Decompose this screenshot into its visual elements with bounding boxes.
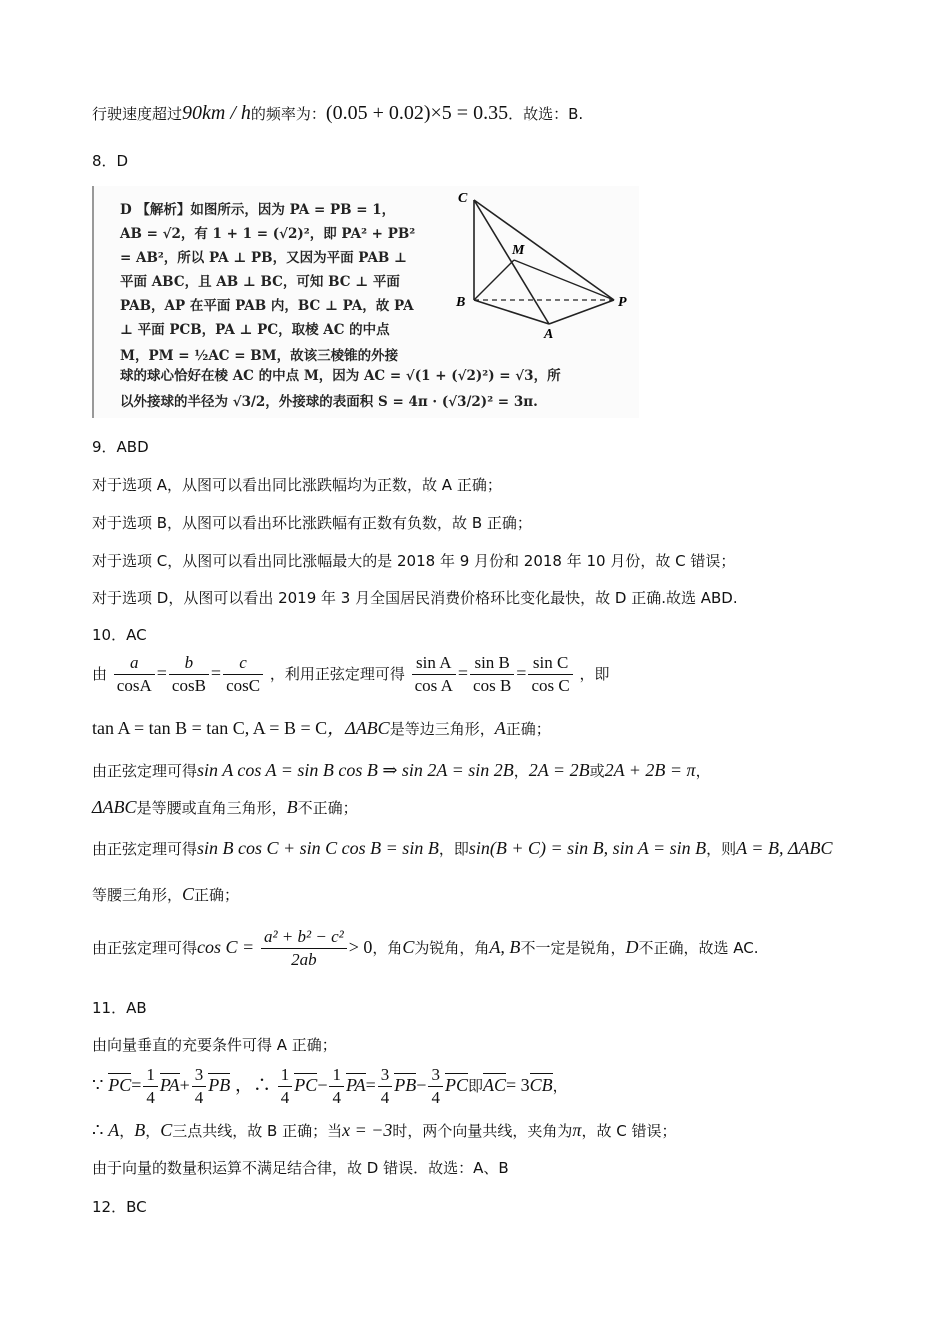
text: 正确； — [194, 886, 240, 904]
q11-line2 — [92, 1064, 568, 1109]
denominator: 4 — [280, 1088, 290, 1107]
numerator: sin C — [528, 652, 572, 675]
fraction — [329, 1064, 344, 1109]
clip-line: AB = √2，有 1 + 1 = (√2)²，即 PA² + PB² — [120, 226, 416, 242]
q10-label: 10．AC — [92, 626, 147, 644]
symbol: = — [131, 1075, 142, 1095]
q8-label: 8．D — [92, 152, 129, 170]
denominator: 4 — [332, 1088, 341, 1107]
symbol: − — [317, 1075, 328, 1095]
numerator: a² + b² − c² — [261, 926, 347, 949]
fraction — [412, 652, 456, 697]
text: 为锐角，角 — [414, 939, 490, 957]
q9-label: 9．ABD — [92, 438, 149, 456]
fraction — [261, 926, 347, 971]
numerator: 3 — [378, 1064, 393, 1087]
expression: sin A cos A = sin B cos B ⇒ sin 2A = sin 2B — [197, 760, 514, 780]
q11-label: 11．AB — [92, 999, 147, 1017]
vector: PB — [208, 1075, 231, 1095]
variable: C — [182, 884, 195, 904]
numerator: sin A — [412, 652, 456, 675]
frequency-expression: (0.05 + 0.02)×5 = 0.35 — [325, 102, 509, 124]
symbol: − — [416, 1075, 427, 1095]
denominator: cos B — [473, 676, 512, 695]
fraction — [223, 652, 263, 697]
text-prefix: 行驶速度超过 — [92, 105, 183, 123]
tetrahedron-figure — [454, 188, 634, 338]
frequency-line — [92, 102, 583, 125]
clip-line: 球的球心恰好在棱 AC 的中点 M，因为 AC = √(1 + (√2)²) = √3，所 — [120, 368, 561, 384]
numerator: 3 — [428, 1064, 443, 1087]
vector: PC — [444, 1075, 468, 1095]
denominator: 2ab — [291, 950, 317, 969]
symbol: ∴ — [92, 1120, 104, 1140]
variable: B — [286, 797, 298, 817]
q10-line2 — [92, 714, 551, 740]
expression: ，ΔABC — [327, 718, 390, 738]
label-c: C — [458, 191, 468, 206]
q11-line4: 由于向量的数量积运算不满足结合律，故 D 错误．故选：A、B — [92, 1159, 509, 1177]
expression: x = −3 — [342, 1120, 393, 1140]
denominator: 4 — [380, 1088, 390, 1107]
text: 即 — [467, 1077, 483, 1095]
text: 是等边三角形， — [389, 720, 495, 738]
denominator: 4 — [194, 1088, 204, 1107]
numerator: a — [114, 652, 155, 675]
numerator: 3 — [192, 1064, 207, 1087]
expression: 2A + 2B = π — [604, 760, 696, 780]
q11-line1: 由向量垂直的充要条件可得 A 正确； — [92, 1036, 337, 1054]
text: 由正弦定理可得 — [92, 840, 198, 858]
vector: PC — [108, 1075, 132, 1095]
symbol: = — [365, 1075, 376, 1095]
numerator: 1 — [143, 1064, 158, 1087]
text: ，即 — [579, 665, 610, 683]
expression: A = B, ΔABC — [736, 838, 833, 858]
symbol: π — [572, 1120, 582, 1140]
variable: C — [160, 1120, 173, 1140]
clip-line: 以外接球的半径为 √3/2，外接球的表面积 S = 4π · (√3/2)² = 3π. — [120, 394, 538, 410]
symbol: ∵ — [92, 1075, 104, 1095]
label-p: P — [618, 295, 627, 310]
vector: PC — [294, 1075, 318, 1095]
denominator: 4 — [431, 1088, 440, 1107]
q10-line6 — [92, 884, 239, 905]
text-mid: 的频率为： — [250, 105, 326, 123]
numerator: 1 — [329, 1064, 344, 1087]
denominator: cosA — [116, 676, 152, 695]
denominator: cosC — [226, 676, 261, 695]
clip-line: = AB²，所以 PA ⊥ PB，又因为平面 PAB ⊥ — [120, 250, 407, 266]
q10-line3 — [92, 760, 711, 781]
numerator: b — [169, 652, 209, 675]
expression: 2A = 2B — [528, 760, 590, 780]
vector: PB — [394, 1075, 417, 1095]
label-b: B — [456, 295, 466, 310]
q9-option-b: 对于选项 B，从图可以看出环比涨跌幅有正数有负数，故 B 正确； — [92, 514, 532, 532]
clip-line: ⊥ 平面 PCB，PA ⊥ PC，取棱 AC 的中点 — [120, 322, 390, 338]
q10-line7 — [92, 926, 758, 971]
symbol: = 3 — [506, 1075, 530, 1095]
text: 等腰三角形， — [92, 886, 183, 904]
text: 三点共线，故 B 正确；当 — [172, 1122, 343, 1140]
denominator: cosB — [171, 676, 206, 695]
fraction — [528, 652, 572, 697]
vector: CB — [529, 1075, 553, 1095]
q11-line3: ∴ A，B，C三点共线，故 B 正确；当x = −3时，两个向量共线，夹角为π，故 C 错误； — [92, 1120, 677, 1140]
text: 不正确，故选 AC. — [638, 939, 759, 957]
vector: PA — [345, 1075, 366, 1095]
clip-line: 平面 ABC，且 AB ⊥ BC，可知 BC ⊥ 平面 — [120, 274, 400, 290]
text: ，故 C 错误； — [581, 1122, 677, 1140]
label-m: M — [512, 243, 525, 258]
vector: AC — [482, 1075, 506, 1095]
fraction — [378, 1064, 393, 1109]
numerator: c — [223, 652, 263, 675]
denominator: cos C — [531, 676, 570, 695]
expression: ΔABC — [92, 797, 137, 817]
symbol: ，∴ — [235, 1075, 272, 1095]
variable: D — [625, 937, 639, 957]
expression: cos C = — [197, 937, 255, 957]
clip-line: M，PM = ½AC = BM，故该三棱锥的外接 — [120, 348, 399, 364]
fraction — [428, 1064, 443, 1109]
variable: A — [108, 1120, 120, 1140]
expression: sin B cos C + sin C cos B = sin B — [197, 838, 439, 858]
text-suffix: ．故选：B. — [508, 105, 584, 123]
text: 由正弦定理可得 — [92, 939, 198, 957]
text: 由 — [92, 665, 108, 683]
text: 不正确； — [297, 799, 358, 817]
label-a: A — [544, 327, 554, 338]
text: 由正弦定理可得 — [92, 762, 198, 780]
expression: > 0 — [348, 937, 373, 957]
speed-value: 90km / h — [182, 102, 251, 124]
clip-line: D 【解析】如图所示，因为 PA = PB = 1， — [120, 202, 396, 218]
text: ， — [695, 762, 711, 780]
q9-option-d: 对于选项 D，从图可以看出 2019 年 3 月全国居民消费价格环比变化最快，故 D 正确.故选 ABD. — [92, 589, 738, 607]
text: ，利用正弦定理可得 — [269, 665, 405, 683]
text: 时，两个向量共线，夹角为 — [392, 1122, 573, 1140]
text: ， — [513, 762, 529, 780]
clip-line: PAB，AP 在平面 PAB 内，BC ⊥ PA，故 PA — [120, 298, 414, 314]
variable: A, B — [489, 937, 521, 957]
q9-option-c: 对于选项 C，从图可以看出同比涨幅最大的是 2018 年 9 月份和 2018 年 10 月份，故 C 错误； — [92, 552, 736, 570]
fraction — [169, 652, 209, 697]
text: 正确； — [505, 720, 551, 738]
expression: tan A = tan B = tan C, A = B = C — [92, 718, 328, 738]
q10-line1: 由 $\frac{a}{\cos A}$ = $\frac{b}{\cos B}$ = $\frac{c}{\cos C}$ ，利用正弦定理可得 $\frac{\text{sin A}}{\text{cos A}}$ = $\frac{\text{sin B}}{\text{cos B}}$ = $\frac{\text{sin C}}{\text{cos C}}$ ，即 — [92, 653, 610, 695]
q10-line5 — [92, 838, 833, 859]
variable: B — [134, 1120, 146, 1140]
denominator: cos A — [414, 676, 453, 695]
fraction — [143, 1064, 158, 1109]
text: 或 — [589, 762, 605, 780]
expression: sin(B + C) = sin B, sin A = sin B — [468, 838, 707, 858]
q10-line4 — [92, 797, 358, 818]
variable: C — [402, 937, 415, 957]
q12-label: 12．BC — [92, 1198, 147, 1216]
numerator: sin B — [470, 652, 514, 675]
fraction — [114, 652, 155, 697]
numerator: 1 — [278, 1064, 293, 1087]
text: ，角 — [372, 939, 403, 957]
text: ，即 — [438, 840, 469, 858]
fraction — [470, 652, 514, 697]
text: 是等腰或直角三角形， — [136, 799, 287, 817]
variable: A — [494, 718, 506, 738]
symbol: + — [179, 1075, 190, 1095]
text: ， — [552, 1077, 568, 1095]
denominator: 4 — [146, 1088, 155, 1107]
q9-option-a: 对于选项 A，从图可以看出同比涨跌幅均为正数，故 A 正确； — [92, 476, 502, 494]
text: ，则 — [706, 840, 737, 858]
fraction — [278, 1064, 293, 1109]
fraction — [192, 1064, 207, 1109]
q8-solution-clipping — [92, 186, 639, 418]
vector: PA — [159, 1075, 180, 1095]
text: 不一定是锐角， — [520, 939, 626, 957]
